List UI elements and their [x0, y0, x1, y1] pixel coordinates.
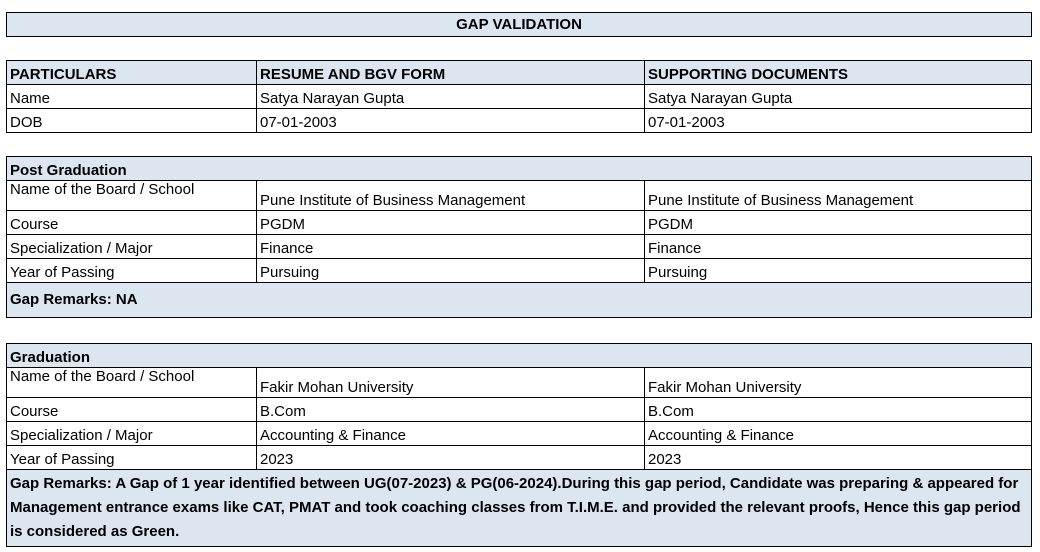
- label-cell: Name: [7, 85, 257, 109]
- table-row: [7, 398, 1032, 422]
- graduation-table: [6, 343, 1032, 547]
- docs-cell: Accounting & Finance: [645, 422, 1032, 446]
- table-row: [7, 368, 1032, 398]
- docs-cell: 2023: [645, 446, 1032, 470]
- docs-cell: Satya Narayan Gupta: [645, 85, 1032, 109]
- table-row: [7, 235, 1032, 259]
- docs-cell: 07-01-2003: [645, 109, 1032, 133]
- header-resume: RESUME AND BGV FORM: [257, 61, 645, 85]
- gap-remarks-graduation: Gap Remarks: A Gap of 1 year identified between UG(07-2023) & PG(06-2024).During this gap period, Candidate was preparing & appeared for Management entrance exams like CAT, PMAT and took coaching classes from T.I.M.E. and provided the relevant proofs, Hence this gap period is considered as Green.: [7, 470, 1032, 547]
- label-cell: Specialization / Major: [7, 235, 257, 259]
- resume-cell: Fakir Mohan University: [257, 368, 645, 398]
- label-cell: Course: [7, 398, 257, 422]
- table-row: [7, 211, 1032, 235]
- table-row: [7, 109, 1032, 133]
- resume-cell: Satya Narayan Gupta: [257, 85, 645, 109]
- section-title-post-graduation: Post Graduation: [7, 157, 1032, 181]
- docs-cell: B.Com: [645, 398, 1032, 422]
- table-row: [7, 446, 1032, 470]
- resume-cell: Accounting & Finance: [257, 422, 645, 446]
- table-row: [7, 85, 1032, 109]
- post-graduation-table: [6, 156, 1032, 318]
- title-table: [6, 12, 1032, 37]
- resume-cell: B.Com: [257, 398, 645, 422]
- docs-cell: Finance: [645, 235, 1032, 259]
- docs-cell: PGDM: [645, 211, 1032, 235]
- docs-cell: Pursuing: [645, 259, 1032, 283]
- header-documents: SUPPORTING DOCUMENTS: [645, 61, 1032, 85]
- resume-cell: PGDM: [257, 211, 645, 235]
- table-row: [7, 259, 1032, 283]
- resume-cell: 07-01-2003: [257, 109, 645, 133]
- resume-cell: Pursuing: [257, 259, 645, 283]
- resume-cell: Finance: [257, 235, 645, 259]
- table-row: [7, 181, 1032, 211]
- label-cell: DOB: [7, 109, 257, 133]
- label-cell: Name of the Board / School: [7, 181, 257, 211]
- header-row: [7, 61, 1032, 85]
- label-cell: Year of Passing: [7, 259, 257, 283]
- label-cell: Specialization / Major: [7, 422, 257, 446]
- page-title: GAP VALIDATION: [7, 13, 1032, 37]
- label-cell: Name of the Board / School: [7, 368, 257, 398]
- label-cell: Course: [7, 211, 257, 235]
- header-particulars: PARTICULARS: [7, 61, 257, 85]
- table-row: [7, 422, 1032, 446]
- section-title-graduation: Graduation: [7, 344, 1032, 368]
- resume-cell: Pune Institute of Business Management: [257, 181, 645, 211]
- label-cell: Year of Passing: [7, 446, 257, 470]
- personal-table: [6, 60, 1032, 133]
- docs-cell: Pune Institute of Business Management: [645, 181, 1032, 211]
- resume-cell: 2023: [257, 446, 645, 470]
- gap-remarks-post-graduation: Gap Remarks: NA: [7, 283, 1032, 318]
- docs-cell: Fakir Mohan University: [645, 368, 1032, 398]
